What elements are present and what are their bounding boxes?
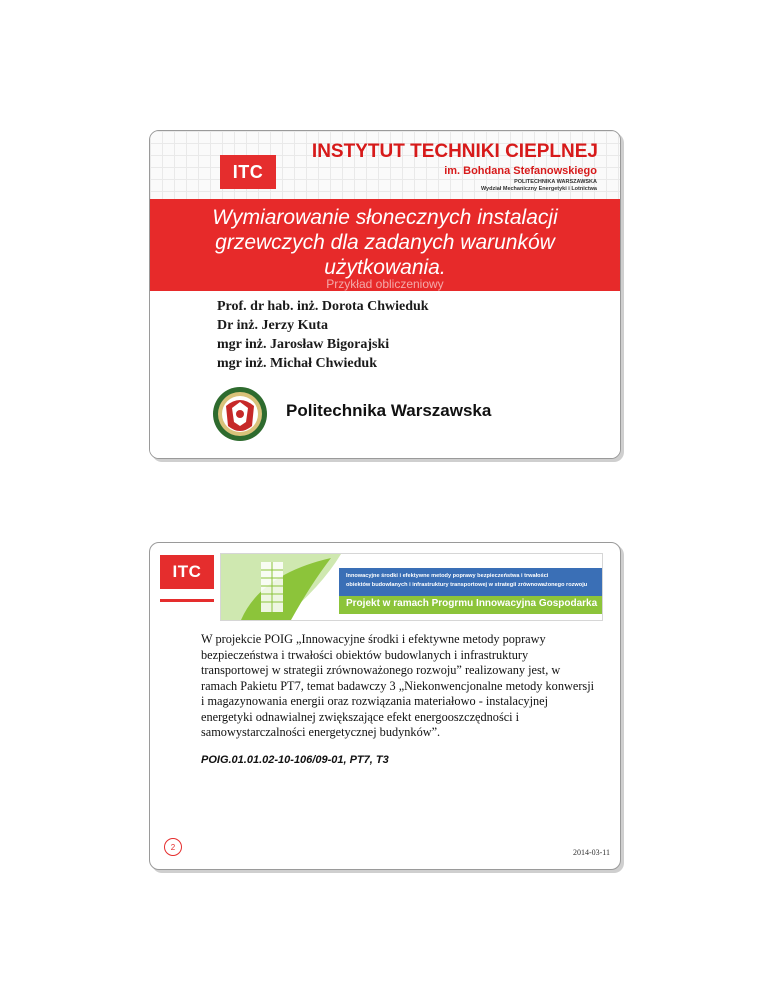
faculty-label: Wydział Mechaniczny Energetyki i Lotnictwa bbox=[480, 186, 597, 192]
university-name: Politechnika Warszawska bbox=[286, 401, 492, 420]
university-label: POLITECHNIKA WARSZAWSKA bbox=[514, 179, 597, 185]
project-description: W projekcie POIG „Innowacyjne środki i efektywne metody poprawy bezpieczeństwa i trwałości obiektów budowlanych i infrastruktury transportowej w strategii zrównoważonego rozwoju” realizowany jest, w ramach Pakietu PT7, temat badawczy 3 „Niekonwencjonalne metody konwersji i magazynowania energii oraz rozwiązania materiałowo - instalacyjnej energetyki odnawialnej zwiększające efekt energooszczędności i samowystarczalności energetycznej budynków”. bbox=[201, 632, 595, 739]
itc-logo-badge: ITC bbox=[220, 155, 276, 189]
institute-name: INSTYTUT TECHNIKI CIEPLNEJ bbox=[311, 141, 598, 162]
badge-underline bbox=[160, 599, 214, 602]
project-code: POIG.01.01.02-10-106/09-01, PT7, T3 bbox=[201, 754, 389, 766]
title-slide bbox=[149, 130, 621, 459]
author-list bbox=[217, 297, 429, 373]
title-line: grzewczych dla zadanych warunków bbox=[215, 231, 555, 254]
title-line: Wymiarowanie słonecznych instalacji bbox=[212, 206, 558, 229]
author-name: Dr inż. Jerzy Kuta bbox=[217, 318, 328, 333]
faint-subtitle: Przykład obliczeniowy bbox=[326, 277, 444, 291]
project-info-slide bbox=[149, 542, 621, 870]
author-name: Prof. dr hab. inż. Dorota Chwieduk bbox=[217, 299, 429, 314]
presentation-title bbox=[180, 205, 590, 280]
author-name: mgr inż. Jarosław Bigorajski bbox=[217, 337, 390, 352]
author-name: mgr inż. Michał Chwieduk bbox=[217, 356, 377, 371]
itc-logo-badge: ITC bbox=[160, 555, 214, 589]
project-banner bbox=[220, 553, 603, 621]
banner-line: Innowacyjne środki i efektywne metody poprawy bezpieczeństwa i trwałości bbox=[346, 573, 549, 579]
slide-date: 2014-03-11 bbox=[572, 848, 610, 857]
institute-subtitle: im. Bohdana Stefanowskiego bbox=[444, 165, 597, 177]
banner-line: obiektów budowlanych i infrastruktury transportowej w strategii zrównoważonego rozwoju bbox=[346, 582, 588, 588]
title-line: użytkowania. bbox=[324, 256, 446, 279]
page-number: 2 bbox=[164, 838, 182, 856]
warsaw-university-emblem-icon bbox=[212, 386, 268, 442]
banner-program-line: Projekt w ramach Progrmu Innowacyjna Gospodarka bbox=[346, 598, 598, 609]
